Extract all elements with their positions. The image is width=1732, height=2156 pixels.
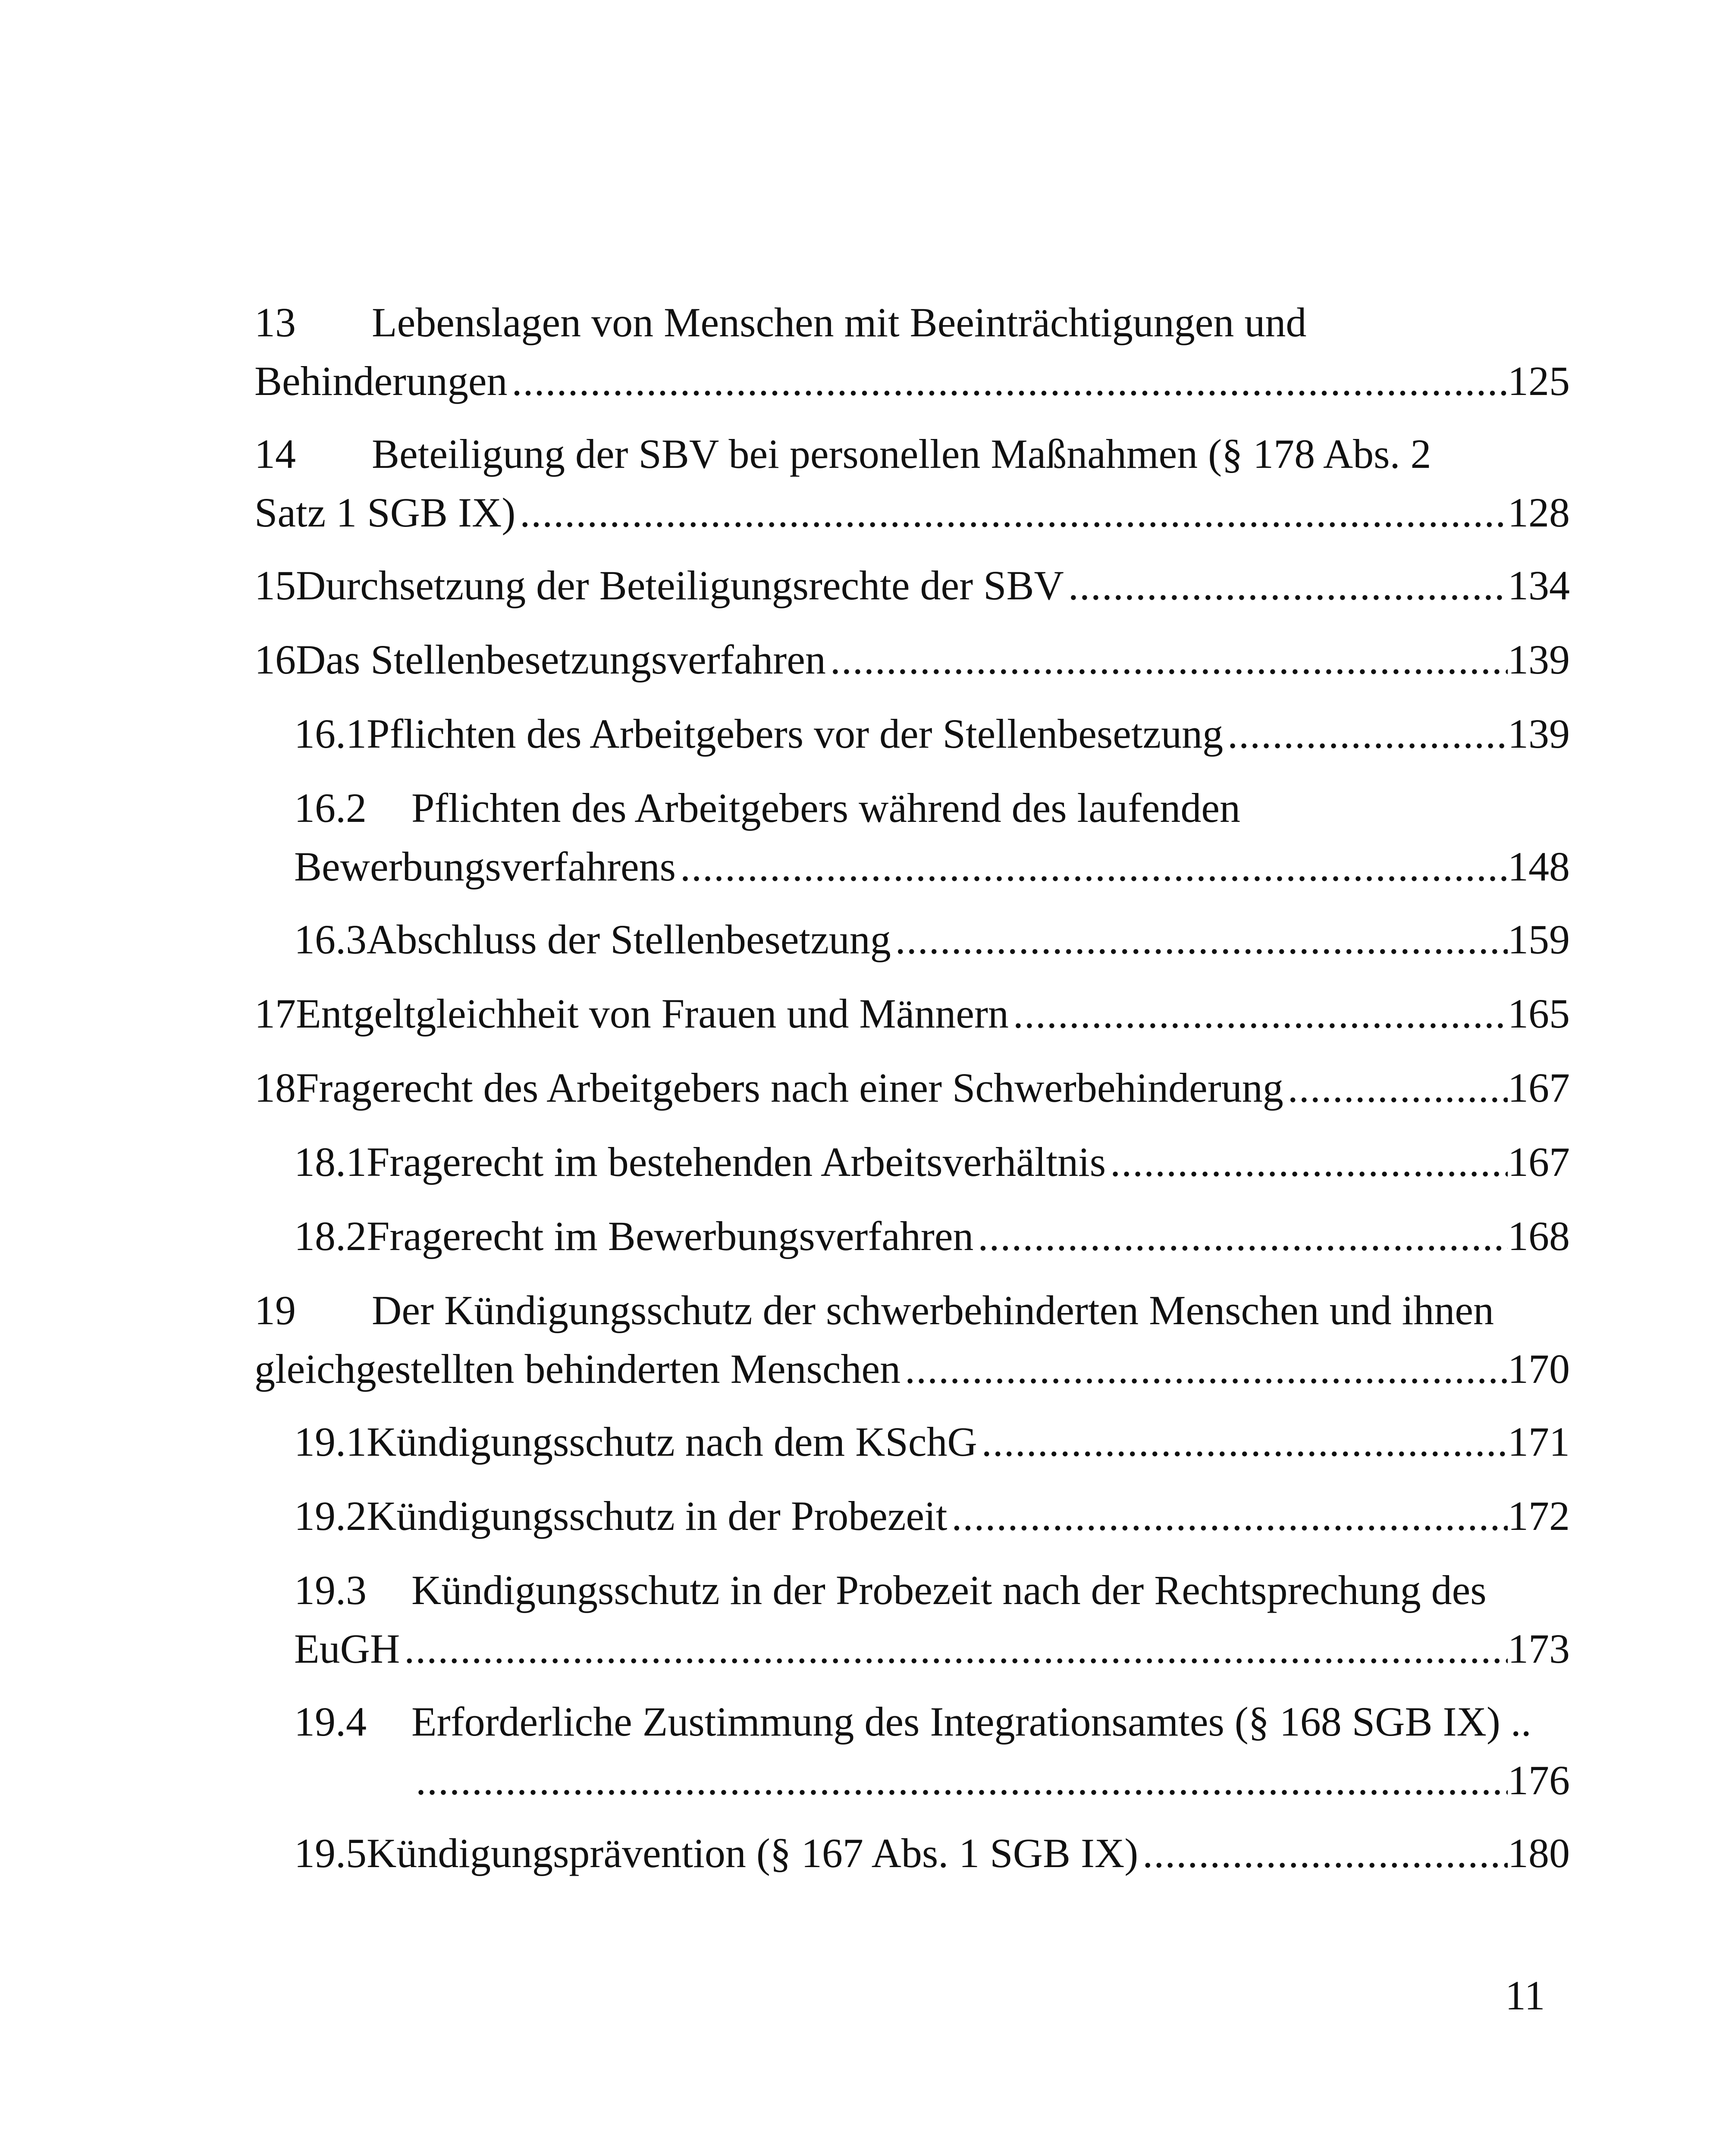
toc-entry-number: 19 — [254, 1287, 296, 1333]
toc-entry-title: Der Kündigungsschutz der schwerbehinderten Menschen und ihnen — [372, 1287, 1494, 1333]
toc-entry-title: Fragerecht im Bewerbungsverfahren — [367, 1213, 974, 1259]
toc-entry-page: 176 — [1508, 1757, 1570, 1803]
toc-entry-19-5[interactable] — [294, 1824, 1570, 1883]
toc-entry-page: 165 — [1508, 990, 1570, 1037]
toc-entry-title: Entgeltgleichheit von Frauen und Männern — [296, 990, 1009, 1037]
dot-leader — [947, 1487, 1508, 1545]
toc-entry-15[interactable] — [254, 556, 1570, 615]
toc-entry-number: 19.2 — [294, 1493, 367, 1539]
toc-entry-page: 171 — [1508, 1419, 1570, 1465]
toc-entry-title: Kündigungsschutz in der Probezeit — [367, 1493, 948, 1539]
toc-entry-16-2[interactable] — [294, 779, 1570, 896]
dot-leader — [891, 910, 1508, 969]
dot-leader — [515, 483, 1508, 542]
toc-entry-16-3[interactable] — [294, 910, 1570, 969]
toc-entry-page: 180 — [1508, 1830, 1570, 1876]
toc-entry-19-4[interactable] — [294, 1692, 1570, 1810]
toc-entry-number: 18 — [254, 1065, 296, 1111]
toc-entry-page: 168 — [1508, 1213, 1570, 1259]
toc-entry-17[interactable] — [254, 984, 1570, 1043]
toc-entry-title: Abschluss der Stellenbesetzung — [367, 916, 891, 962]
toc-entry-page: 159 — [1508, 916, 1570, 962]
toc-entry-title: Kündigungsschutz nach dem KSchG — [367, 1419, 977, 1465]
toc-entry-number: 16.2 — [294, 785, 367, 831]
toc-entry-number: 19.1 — [294, 1419, 367, 1465]
toc-entry-title: Kündigungsschutz in der Probezeit nach der Rechtsprechung des — [411, 1567, 1487, 1613]
page-number: 11 — [1505, 1972, 1545, 2018]
toc-entry-page: 125 — [1508, 358, 1570, 404]
toc-entry-18[interactable] — [254, 1059, 1570, 1117]
toc-entry-page: 139 — [1508, 711, 1570, 757]
toc-entry-number: 13 — [254, 299, 296, 345]
toc-entry-number: 17 — [254, 990, 296, 1037]
toc-entry-page: 139 — [1508, 636, 1570, 683]
toc-entry-number: 16.1 — [294, 711, 367, 757]
toc-entry-page: 172 — [1508, 1493, 1570, 1539]
toc-entry-13[interactable] — [254, 293, 1570, 411]
dot-leader — [1064, 556, 1508, 615]
toc-entry-title: Fragerecht des Arbeitgebers nach einer Schwerbehinderung — [296, 1065, 1283, 1111]
toc-entry-title-continued: gleichgestellten behinderten Menschen — [254, 1346, 901, 1392]
dot-leader — [901, 1340, 1508, 1398]
toc-entry-number: 19.3 — [294, 1567, 367, 1613]
toc-entry-title: Lebenslagen von Menschen mit Beeinträchtigungen und — [372, 299, 1307, 345]
dot-leader — [411, 1751, 1508, 1810]
toc-entry-number: 18.1 — [294, 1139, 367, 1185]
toc-entry-19-1[interactable] — [294, 1413, 1570, 1471]
toc-entry-number: 16.3 — [294, 916, 367, 962]
toc-entry-title: Pflichten des Arbeitgebers vor der Stellenbesetzung — [367, 711, 1224, 757]
dot-leader — [826, 630, 1508, 689]
toc-entry-19-3[interactable] — [294, 1561, 1570, 1678]
dot-leader — [1223, 705, 1508, 763]
dot-leader — [1138, 1824, 1508, 1883]
toc-entry-page: 134 — [1508, 562, 1570, 608]
toc-entry-14[interactable] — [254, 425, 1570, 542]
toc-entry-page: 148 — [1508, 843, 1570, 890]
toc-entry-title-continued: EuGH — [294, 1626, 400, 1672]
toc-entry-number: 19.5 — [294, 1830, 367, 1876]
dot-leader — [977, 1413, 1508, 1471]
toc-entry-title: Pflichten des Arbeitgebers während des laufenden — [411, 785, 1241, 831]
dot-leader — [400, 1620, 1508, 1678]
toc-entry-18-1[interactable] — [294, 1133, 1570, 1191]
dot-leader — [973, 1207, 1508, 1266]
toc-entry-title-continued: Behinderungen — [254, 358, 508, 404]
toc-entry-title: Durchsetzung der Beteiligungsrechte der SBV — [296, 562, 1064, 608]
dot-leader — [676, 837, 1508, 896]
toc-entry-19-2[interactable] — [294, 1487, 1570, 1545]
toc-entry-number: 18.2 — [294, 1213, 367, 1259]
toc-entry-19[interactable] — [254, 1281, 1570, 1398]
toc-entry-page: 128 — [1508, 489, 1570, 536]
toc-entry-16-1[interactable] — [294, 705, 1570, 763]
toc-entry-page: 167 — [1508, 1139, 1570, 1185]
toc-entry-title: Beteiligung der SBV bei personellen Maßnahmen (§ 178 Abs. 2 — [372, 431, 1431, 477]
dot-leader — [1106, 1133, 1508, 1191]
dot-leader — [1009, 984, 1508, 1043]
toc-entry-title: Erforderliche Zustimmung des Integrationsamtes (§ 168 SGB IX) .. — [411, 1698, 1531, 1745]
toc-entry-page: 173 — [1508, 1626, 1570, 1672]
dot-leader — [508, 352, 1508, 411]
toc-entry-title: Das Stellenbesetzungsverfahren — [296, 636, 826, 683]
toc-entry-page: 167 — [1508, 1065, 1570, 1111]
toc-entry-18-2[interactable] — [294, 1207, 1570, 1266]
toc-entry-title: Fragerecht im bestehenden Arbeitsverhältnis — [367, 1139, 1106, 1185]
toc-entry-number: 15 — [254, 562, 296, 608]
toc-entry-number: 19.4 — [294, 1698, 367, 1745]
toc-entry-number: 16 — [254, 636, 296, 683]
toc-entry-page: 170 — [1508, 1346, 1570, 1392]
dot-leader — [1283, 1059, 1508, 1117]
toc-entry-title: Kündigungsprävention (§ 167 Abs. 1 SGB IX) — [367, 1830, 1139, 1876]
toc-entry-16[interactable] — [254, 630, 1570, 689]
toc-entry-number: 14 — [254, 431, 296, 477]
toc-entry-title-continued: Bewerbungsverfahrens — [294, 843, 676, 890]
toc-entry-title-continued: Satz 1 SGB IX) — [254, 489, 516, 536]
